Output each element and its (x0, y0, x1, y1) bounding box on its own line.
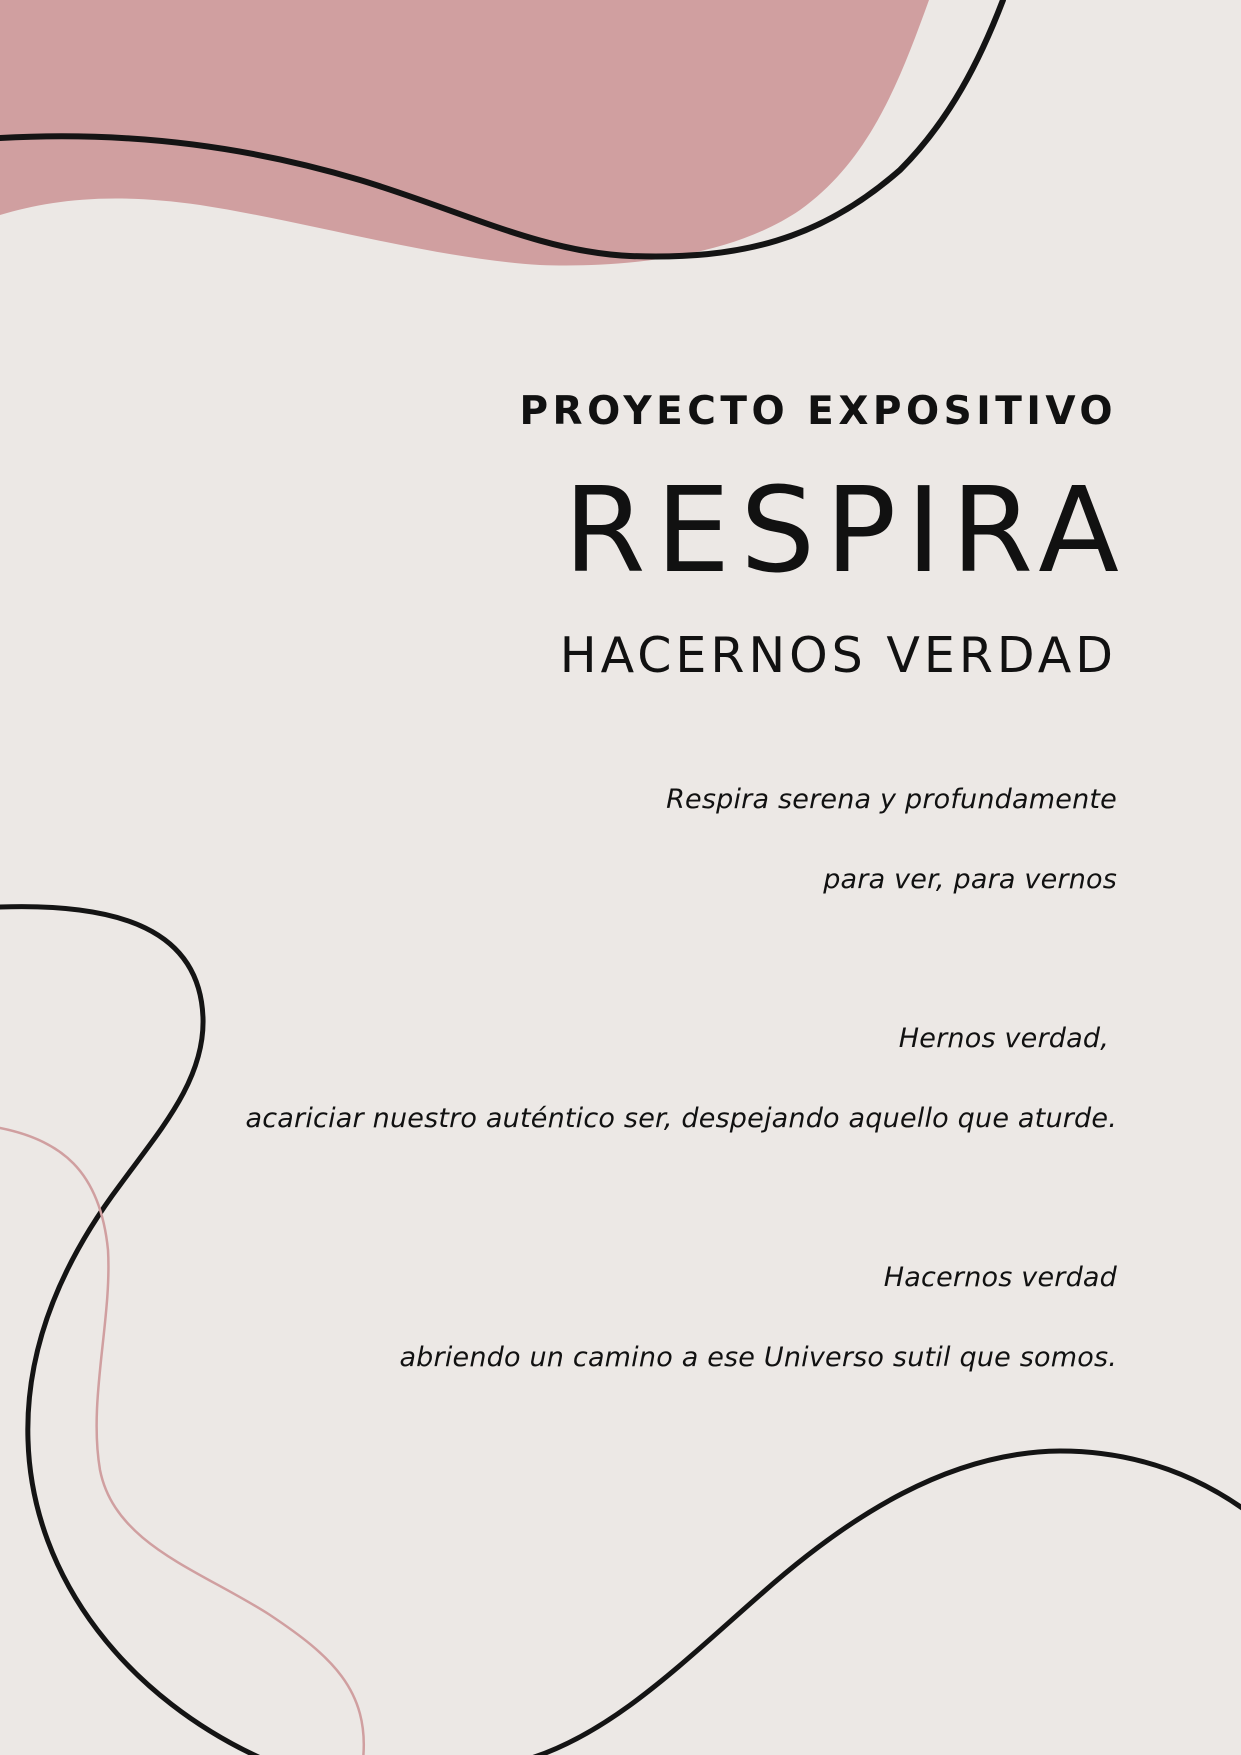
verse-line-1: Respira serena y profundamente (666, 784, 1117, 815)
page-subtitle: HACERNOS VERDAD (559, 627, 1117, 684)
verse-line-5: Hacernos verdad (883, 1262, 1117, 1293)
project-kicker: PROYECTO EXPOSITIVO (519, 389, 1117, 434)
page-title: RESPIRA (563, 461, 1129, 599)
verse-line-4: acariciar nuestro auténtico ser, despejando aquello que aturde. (245, 1103, 1117, 1134)
verse-line-3: Hernos verdad, (898, 1023, 1109, 1054)
verse-line-6: abriendo un camino a ese Universo sutil que somos. (399, 1342, 1117, 1373)
verse-line-2: para ver, para vernos (823, 864, 1117, 895)
